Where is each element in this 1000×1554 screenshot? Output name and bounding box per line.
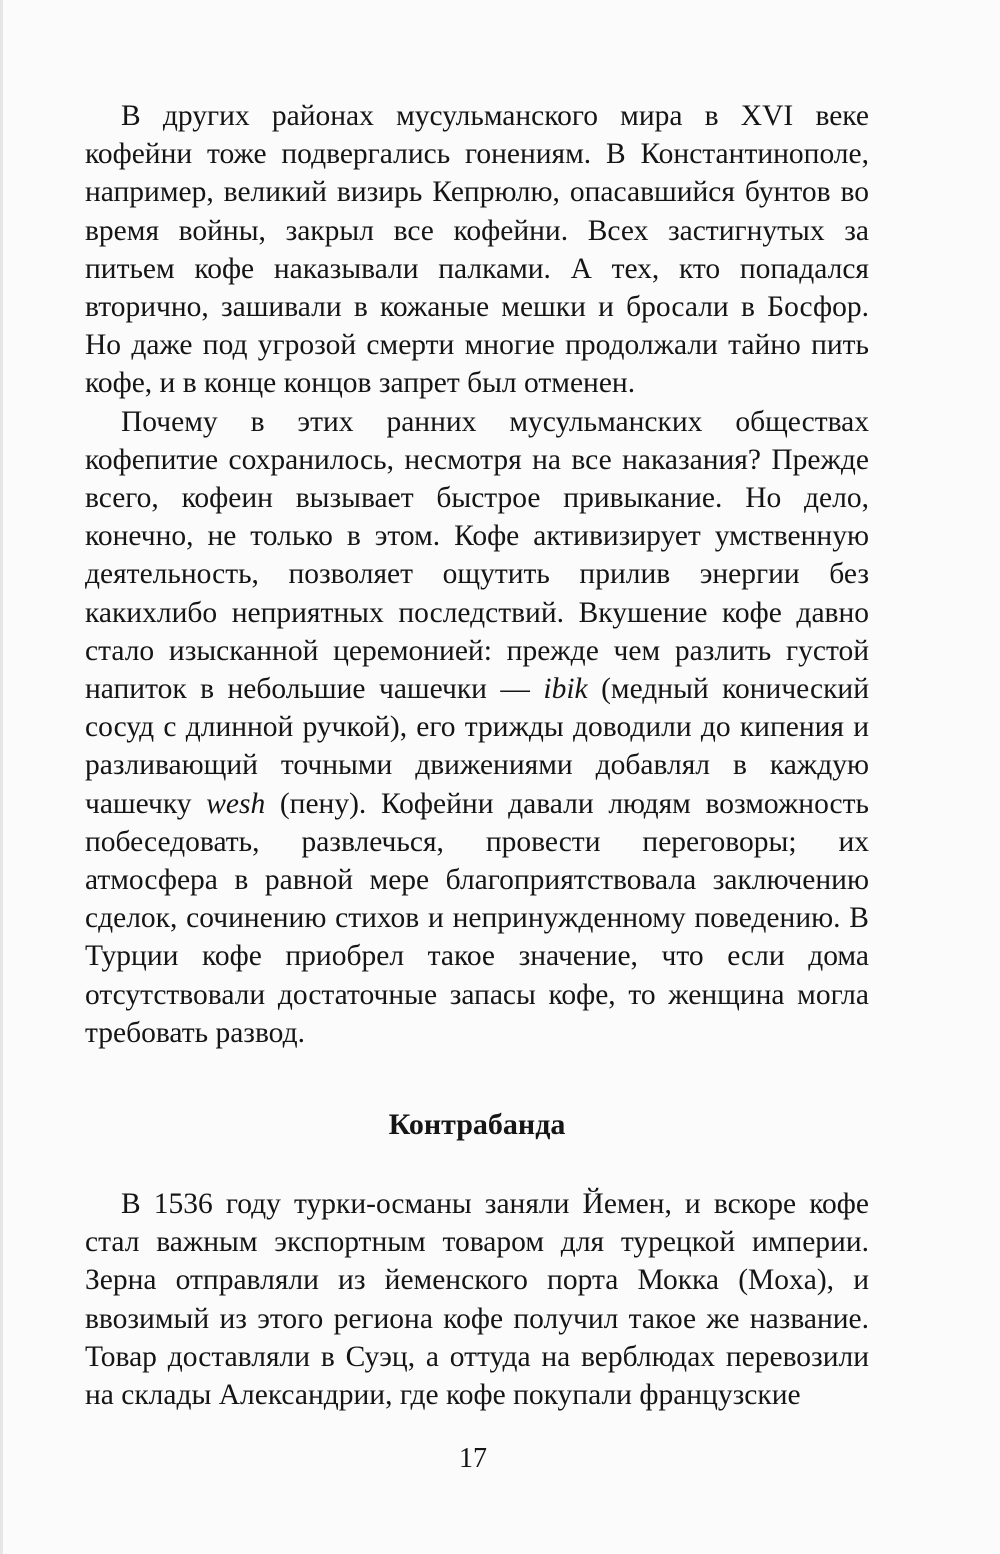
text-block-bottom	[85, 1185, 869, 1414]
paragraph-3: В 1536 году турки-османы заняли Йемен, и вскоре кофе стал важным экспортным товаром для турецкой империи. Зерна отправляли из йеменского порта Мокка (Moxa), и ввозимый из этого региона кофе получил такое же название. Товар доставляли в Суэц, а оттуда на верблюдах перевозили на склады Александрии, где кофе покупали французские	[85, 1188, 869, 1412]
page-number: 17	[459, 1443, 487, 1474]
section-heading: Контрабанда	[388, 1108, 566, 1141]
text-block-top	[85, 97, 869, 1052]
term-wesh: wesh	[206, 787, 266, 820]
term-ibik: ibik	[543, 673, 588, 706]
paragraph-1: В других районах мусульманского мира в XVI веке кофейни тоже подвергались гонениям. В Константинополе, например, великий визирь Кепрюлю, опасавшийся бунтов во время войны, закрыл все кофейни. Всех застигнутых за питьем кофе наказывали палками. А тех, кто попадался вторично, зашивали в кожаные мешки и бросали в Босфор. Но даже под угрозой смерти многие продолжали тайно пить кофе, и в конце концов запрет был отменен.	[85, 100, 869, 400]
paragraph-2-part-1: Почему в этих ранних мусульманских обществах кофепитие сохранилось, несмотря на все наказания? Прежде всего, кофеин вызывает быстрое привыкание. Но дело, конечно, не только в этом. Кофе активизирует умственную деятельность, позволяет ощутить прилив энергии без какихлибо неприятных последствий. Вкушение кофе давно стало изысканной церемонией: прежде чем разлить густой напиток в небольшие чашечки —	[85, 405, 869, 706]
paragraph-2	[85, 403, 869, 1052]
paragraph-2-part-2: (медный конический сосуд с длинной ручкой), его трижды доводили до кипения и разливающий точными движениями добавлял в каждую чашечку	[85, 673, 869, 820]
paragraph-2-part-3: (пену). Кофейни давали людям возможность побеседовать, развлечься, провести переговоры; их атмосфера в равной мере благоприятствовала заключению сделок, сочинению стихов и непринужденному поведению. В Турции кофе приобрел такое значение, что если дома отсутствовали достаточные запасы кофе, то женщина могла требовать развод.	[85, 787, 870, 1049]
